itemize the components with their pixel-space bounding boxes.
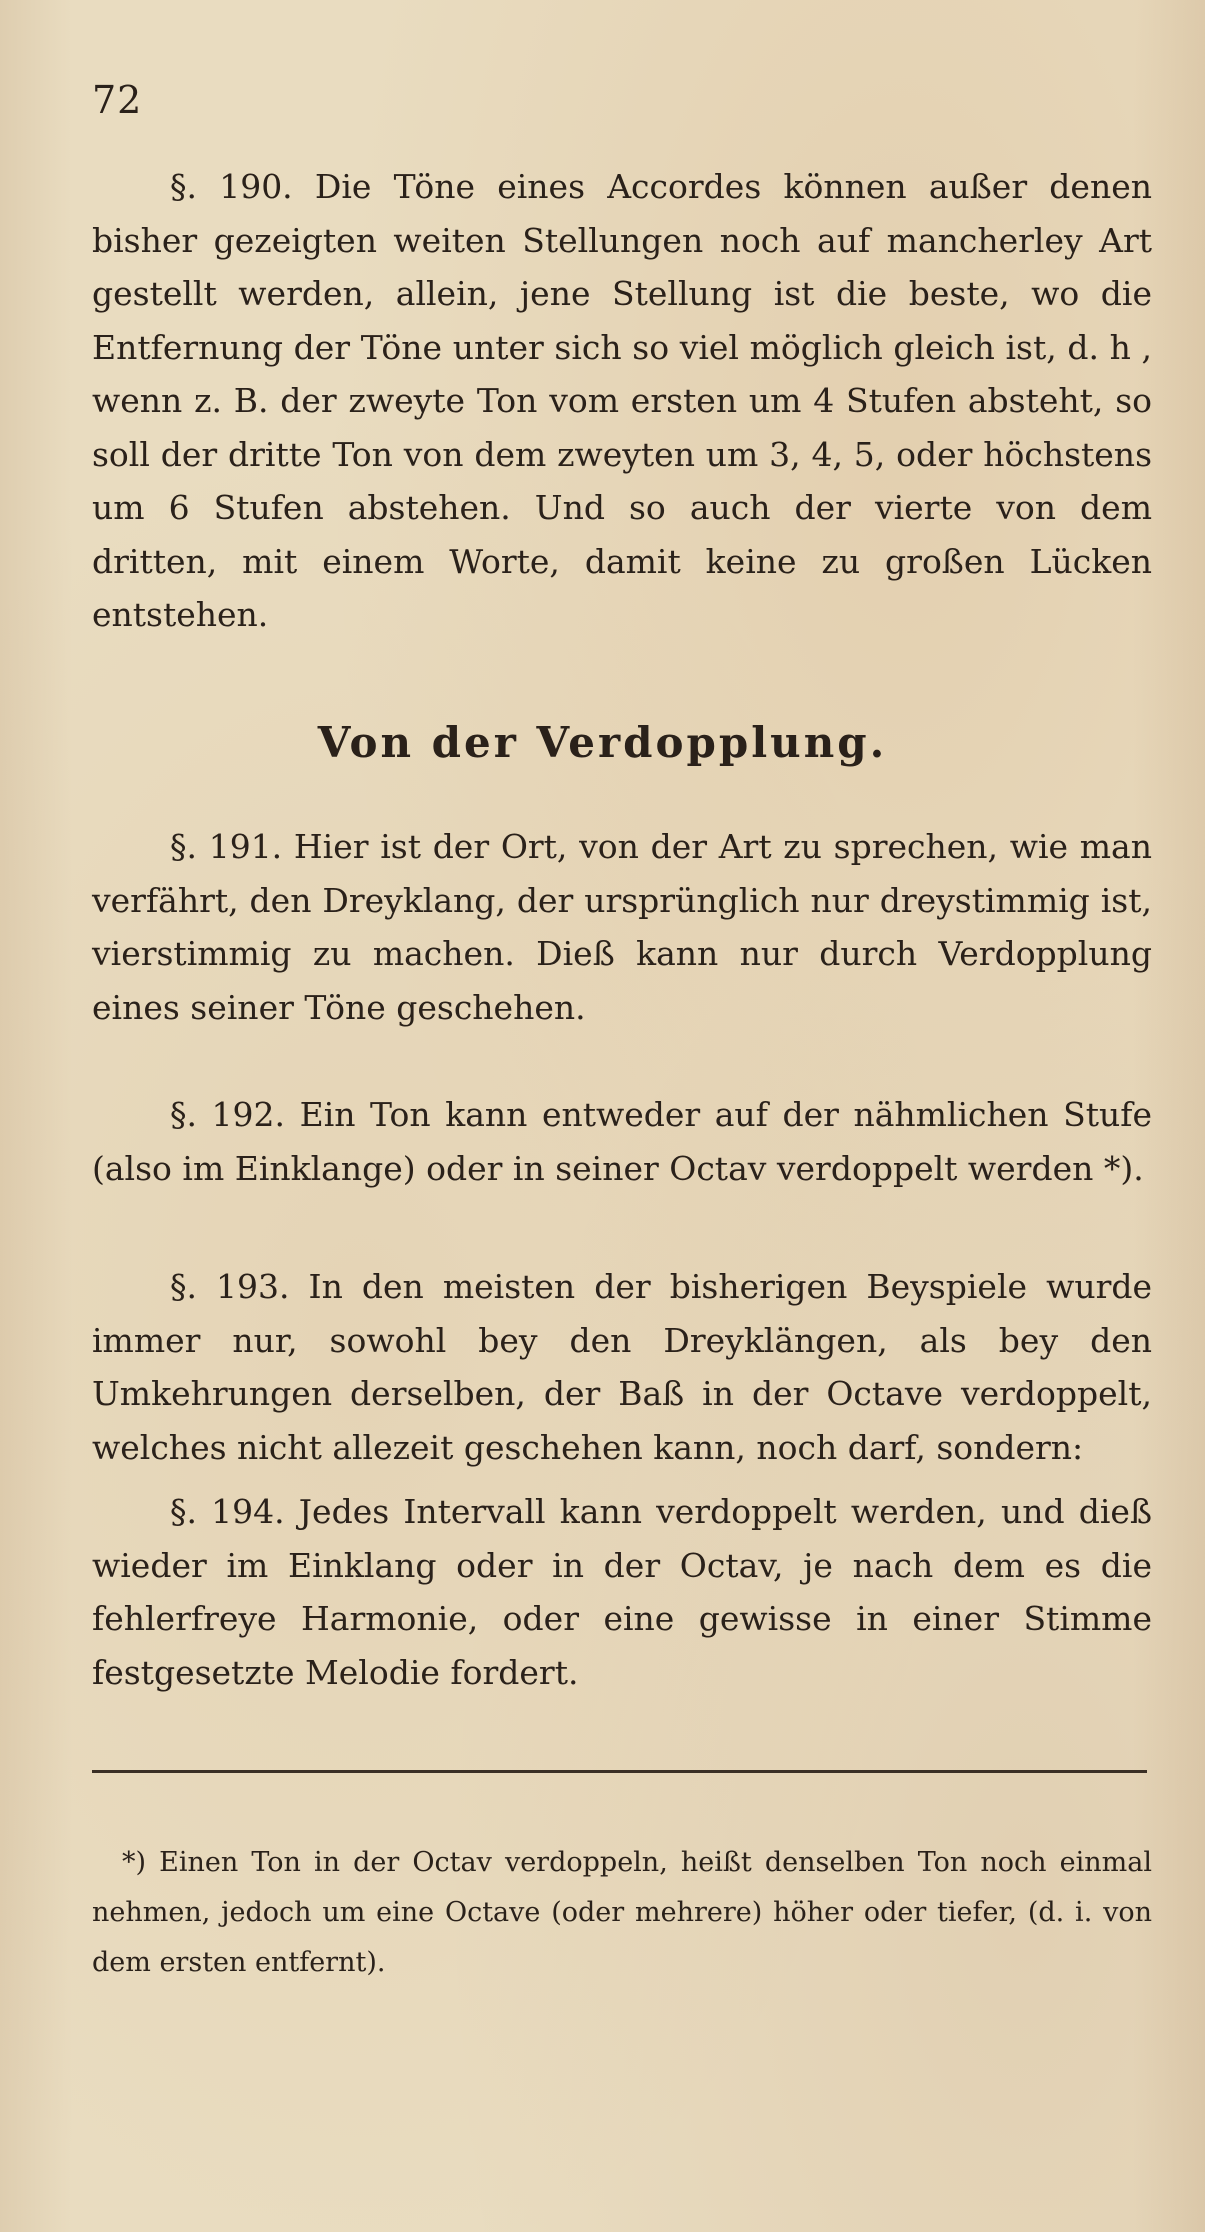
- footnote-divider: [92, 1770, 1147, 1773]
- paragraph-194-text: §. 194. Jedes Intervall kann verdoppelt werden, und dieß wieder im Einklang oder in der Octav, je nach dem es die fehlerfreye Harmonie, oder eine gewisse in einer Stimme festgesetzte Melodie fordert.: [92, 1492, 1152, 1692]
- paragraph-190: [92, 160, 1152, 642]
- paragraph-193: [92, 1260, 1152, 1474]
- page-number: 72: [92, 78, 143, 122]
- footnote-text: *) Einen Ton in der Octav verdoppeln, heißt denselben Ton noch einmal nehmen, jedoch um eine Octave (oder mehrere) höher oder tiefer, (d. i. von dem ersten entfernt).: [92, 1847, 1152, 1978]
- paragraph-191: [92, 820, 1152, 1034]
- paragraph-191-text: §. 191. Hier ist der Ort, von der Art zu sprechen, wie man verfährt, den Dreyklang, der ursprünglich nur dreystimmig ist, vierstimmig zu machen. Dieß kann nur durch Verdopplung eines seiner Töne geschehen.: [92, 827, 1152, 1027]
- paragraph-192-text: §. 192. Ein Ton kann entweder auf der nähmlichen Stufe (also im Einklange) oder in seiner Octav verdoppelt werden *).: [92, 1095, 1152, 1188]
- section-heading: Von der Verdopplung.: [317, 718, 888, 767]
- paragraph-194: [92, 1485, 1152, 1699]
- paragraph-192: [92, 1088, 1152, 1195]
- paragraph-193-text: §. 193. In den meisten der bisherigen Beyspiele wurde immer nur, sowohl bey den Dreyklängen, als bey den Umkehrungen derselben, der Baß in der Octave verdoppelt, welches nicht allezeit geschehen kann, noch darf, sondern:: [92, 1267, 1152, 1467]
- paragraph-190-text: §. 190. Die Töne eines Accordes können außer denen bisher gezeigten weiten Stellungen noch auf mancherley Art gestellt werden, allein, jene Stellung ist die beste, wo die Entfernung der Töne unter sich so viel möglich gleich ist, d. h , wenn z. B. der zweyte Ton vom ersten um 4 Stufen absteht, so soll der dritte Ton von dem zweyten um 3, 4, 5, oder höchstens um 6 Stufen abstehen. Und so auch der vierte von dem dritten, mit einem Worte, damit keine zu großen Lücken entstehen.: [92, 167, 1152, 634]
- footnote: [92, 1838, 1152, 1988]
